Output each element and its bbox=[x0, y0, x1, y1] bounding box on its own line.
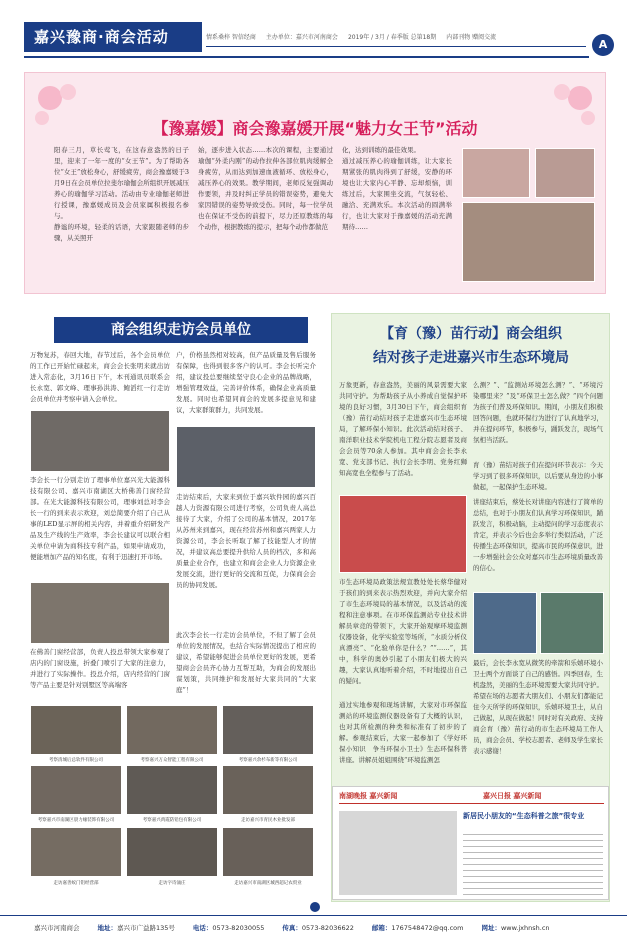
news-body-text bbox=[463, 829, 603, 895]
right-article-p6: 讲座结束后，蔡处长对讲座内容进行了简单的总结，也对于小朋友们认真学习环保知识，踊跃发言，积极动脑，主动提问的学习态度表示肯定，并表示今后也会多举行类似活动，广泛传播生态环保知识，提高市民的环保意识，进一步增强社会公众对嘉兴市生态环境质量改善的信心。 bbox=[473, 498, 603, 572]
yoga-photo-1 bbox=[462, 148, 530, 198]
news-headline: 新居民小朋友的“生态科普之旅”很专业 bbox=[463, 812, 585, 820]
visit-caption-4: 考察嘉兴市南湖区晨力缘装饰有限公司 bbox=[37, 818, 115, 823]
visit-grid-photo-3 bbox=[222, 705, 314, 755]
news-header-left: 南湖晚报 嘉兴新闻 bbox=[339, 792, 398, 800]
top-article-col2: 始，逐步进入状态……本次的课程，主要通过瑜伽“外柔内刚”的动作拉伸各部位肌肉缓解全身疲劳，从而达到加速血液循环、放松身心，减压养心的效果。教学期间，老师反复强调动作要领，并及时纠正学员的错误姿势，避免大家因错误的姿势导致受伤。同时，每一位学员也在保证不受伤的前提下，尽力还原教练的每个动作，根据教练的提示，把每个动作都做范 bbox=[198, 146, 333, 231]
left-article-title: 商会组织走访会员单位 bbox=[54, 317, 308, 343]
visit-caption-6: 走访嘉兴市青民木业批发部 bbox=[241, 818, 295, 823]
top-article-col1: 阳春三月，草长莺飞，在这春意盎然的日子里，迎来了一年一度的“女王节”。为了帮助各位“女王”放松身心，舒缓疲劳，商会豫嘉媛于3月9日在会员单位拉斐尔瑜伽会所组织开展减压养心的瑜伽学习活动。活动由专业瑜伽老师进行授课，豫嘉媛成员及会员家属积极报名参与。 静谧的环境，轻柔的话语，大家跟随老师的步骤，从关照开 bbox=[54, 146, 189, 242]
left-article-p1: 万物复苏，春回大地，春节过后，各个会员单位的工作已开始忙碌起来，商会会长张明来就出访进入常态化，3月16日下午，本刊通讯员联系会长永宽、郭文峰、理事孙洪涛、鲍滔红一行走访会员单位并考察申请入会单位。 bbox=[30, 351, 170, 403]
visit-caption-8: 走访字诗涌庄 bbox=[158, 881, 186, 886]
visit-grid-photo-1 bbox=[30, 705, 122, 755]
visit-grid-photo-2 bbox=[126, 705, 218, 755]
left-article-p2: 李会长一行分别走访了理事单位嘉兴光大能源科技有限公司、嘉兴市南湖区大桥佛善门窗经营部。在光大能源科技有限公司，理事刘总对李会长一行的到来表示欢迎，刘总简要介绍了自己从事的LED显示屏的相关内容，并着重介绍研发产品及生产线的生产效率，李会长建议可以联合相关单位申请为商科技专利产品，如果申请成功，便能增加产品的知名度，有利于迅速打开市场。 bbox=[30, 476, 170, 561]
visit-grid-photo-6 bbox=[222, 765, 314, 815]
yoga-photo-3 bbox=[462, 202, 595, 282]
left-article-p4: 户，价格虽然相对较高，但产品质量及售后服务有保障，也得到很多客户的认可。李会长听完介绍，建议投总要继续坚守良心企业的品牌战略，增强管理效益，完善评价体系，确保企业高质量发展。同时也希望同商会的发展多提意见和建议，大家群策群力，共同发展。 bbox=[176, 351, 316, 414]
masthead-info bbox=[206, 26, 586, 47]
right-article-p7: 最后，会长李永宽从微笑的牵箭和乐嬉环境小卫士两个方面谈了自己的感悟。四季回春，生机盎然，美丽的生态环境需要大家共同守护。希望在场的志愿者大朋友们、小朋友们都能记住今天所学的环保知识，乐嬉环境卫士，从自己做起，从现在做起！同时对有关政府、支持商会育（豫）苗行动的市生态环境局工作人员，商会会员、学校志愿者、老师及学生家长表示感谢！ bbox=[473, 659, 603, 755]
info-organizer: 主办单位：嘉兴市河南商会 bbox=[265, 33, 338, 41]
left-article-p3: 在佛善门窗经营部，负责人投总带领大家参观了店内的门窗设施，折叠门喷引了大家的注意力，并进行了实际操作。投总介绍，店内经营的门窗等产品主要是针对别墅区等高端客 bbox=[30, 648, 170, 689]
yoga-photo-2 bbox=[535, 148, 595, 198]
footer-fax: 传真：0573-82036622 bbox=[282, 924, 354, 932]
info-slogan: 情系桑梓 智信经商 bbox=[206, 33, 256, 41]
right-article-p3: 通过实地参观和现场讲解，大家对市环保监测站的环境监测仪器设备有了大概的认识，也对其所检测的种类和标准有了初步的了解。参观结束后，大家一起参加了《学好环保小知识 争当环保小卫士》生态环保科普讲座。讲解员姐姐围绕“环境监测怎 bbox=[339, 701, 467, 764]
footer-website[interactable]: 网址：www.jxhnsh.cn bbox=[481, 924, 550, 932]
right-article-p2: 市生态环境局政策法规宣教处处长蔡华健对于孩们的到来表示热烈欢迎，并向大家介绍了市生态环境局的基本情况，以及活动的流程和注意事项。在市环保监测站专业技术讲解员章竞的带领下，大家开始观摩环境监测仪器设备，化学实验室等场所，“水质分析仪真漂亮”、“化验单你是什么？”“……”，其中，科学的奥妙引起了小朋友们极大的兴趣，大家认真地听着介绍，不时地提出自己的疑问。 bbox=[339, 578, 467, 685]
visit-caption-2: 考察嘉兴万众智能工程有限公司 bbox=[140, 758, 204, 763]
visit-caption-5: 考察嘉兴禹霞防铅包有限公司 bbox=[142, 818, 202, 823]
group-photo bbox=[339, 495, 467, 573]
right-article-title: 【育（豫）苗行动】商会组织 结对孩子走进嘉兴市生态环境局 bbox=[373, 326, 569, 366]
header-divider bbox=[24, 56, 589, 58]
info-issue: 2019年 / 3月 / 春季版 总第18期 bbox=[347, 33, 437, 41]
left-article-p5: 走访结束后，大家来到位于嘉兴软件园的嘉兴百越人力资源有限公司进行考察，公司负责人高总接待了大家，介绍了公司的基本情况，2017年从苏州来到嘉兴，现在经营苏州和嘉兴两家人力资源公司，李会长听取了解了技能型人才的情况，并建议高总要提升供给人员的档次，多和高质量企业合作，也建立和商会企业人力资源企业发展交流，进行更好的交流和互促，力保商会会员的协同发展。 bbox=[176, 493, 316, 589]
news-rule bbox=[339, 803, 604, 804]
footer-org: 嘉兴市河南商会 bbox=[34, 924, 80, 932]
lecture-photo-1 bbox=[473, 592, 537, 654]
masthead-logo: 嘉兴豫商·商会活动 bbox=[24, 22, 202, 52]
right-article-p4: 么测？”、“监测站环境怎么测？”、“环境污染哪里来？”及“环保卫士怎么做？”四个问题为孩子们普及环保知识。期间，小朋友们积极回答问题，也就环保行为进行了认真地学习，并在提问环节，积极参与，踊跃发言，现场气氛相当活跃。 bbox=[473, 381, 603, 444]
footer-address: 地址：嘉兴市广益路135号 bbox=[97, 924, 175, 932]
footer-tel: 电话：0573-82030055 bbox=[192, 924, 265, 932]
visit-grid-photo-5 bbox=[126, 765, 218, 815]
visit-caption-1: 考察清城后总软件有限公司 bbox=[49, 758, 103, 763]
footer bbox=[0, 915, 627, 939]
lecture-photo-2 bbox=[540, 592, 604, 654]
right-article-p1: 万象更新，春意盎然，美丽的风景需要大家共同守护。为帮助孩子从小养成自觉保护环境的良好习惯，3月30日下午，商会组织育（豫）苗行动结对孩子走进嘉兴市生态环境局，了解环保小知识。此次活动结对孩子、南洋职业技术学院机电工程分院志愿者及商会会员等70余人参加。其中商会会长李永宽、党支部书记、执行会长李明、党务红狮知高宽也全程参与了活动。 bbox=[339, 381, 467, 477]
visit-grid-photo-4 bbox=[30, 765, 122, 815]
visit-grid-photo-7 bbox=[30, 827, 122, 877]
top-article-title: 【豫嘉媛】商会豫嘉媛开展“魅力女王节”活动 bbox=[152, 119, 478, 138]
right-article-p5: 育（豫）苗结对孩子们在提问环节表示：今天学习到了很多环保知识，以后要从身边的小事做起，一起保护生态环境。 bbox=[473, 461, 603, 491]
info-note: 内部刊物 赠阅交流 bbox=[446, 33, 497, 41]
left-article-p6: 此次李会长一行走访会员单位，不但了解了会员单位的发展情况，也结合实际情况提出了相应的建议，希望能够促进会员单位更好的发展，更希望商会会员齐心协力互帮互助，为商会的发展出谋划策，共同维护和发展好大家共同的“大家庭”！ bbox=[176, 631, 316, 694]
footer-email[interactable]: 邮箱：1767548472@qq.com bbox=[371, 924, 464, 932]
visit-caption-9: 走访嘉兴市南湖区城西超记农贸业 bbox=[234, 881, 302, 886]
visit-photo-1 bbox=[30, 410, 170, 472]
news-clipping bbox=[332, 786, 609, 900]
visit-photo-2 bbox=[30, 582, 170, 644]
news-photo bbox=[339, 811, 457, 895]
page-section-badge: A bbox=[592, 34, 614, 56]
visit-photo-3 bbox=[176, 426, 316, 488]
visit-caption-7: 走访嘉善蚁门铝经营部 bbox=[53, 881, 99, 886]
top-article-col3: 化，达到训练的最佳效果。 通过减压养心的瑜伽训练，让大家长期紧张的肌肉得到了舒缓，安静的环境也让大家内心平静、忘却烦恼，训练过后，大家围坐交流，气氛轻松、融洽、充满欢乐。本次活动的圆满举行，也让大家对于豫嘉媛的活动充满期待…… bbox=[342, 146, 452, 231]
visit-grid-photo-8 bbox=[126, 827, 218, 877]
footer-page-marker bbox=[310, 902, 320, 912]
visit-grid-photo-9 bbox=[222, 827, 314, 877]
visit-caption-3: 考察嘉兴余杉布新等有限公司 bbox=[238, 758, 298, 763]
news-header-right: 嘉兴日报 嘉兴新闻 bbox=[483, 792, 542, 800]
